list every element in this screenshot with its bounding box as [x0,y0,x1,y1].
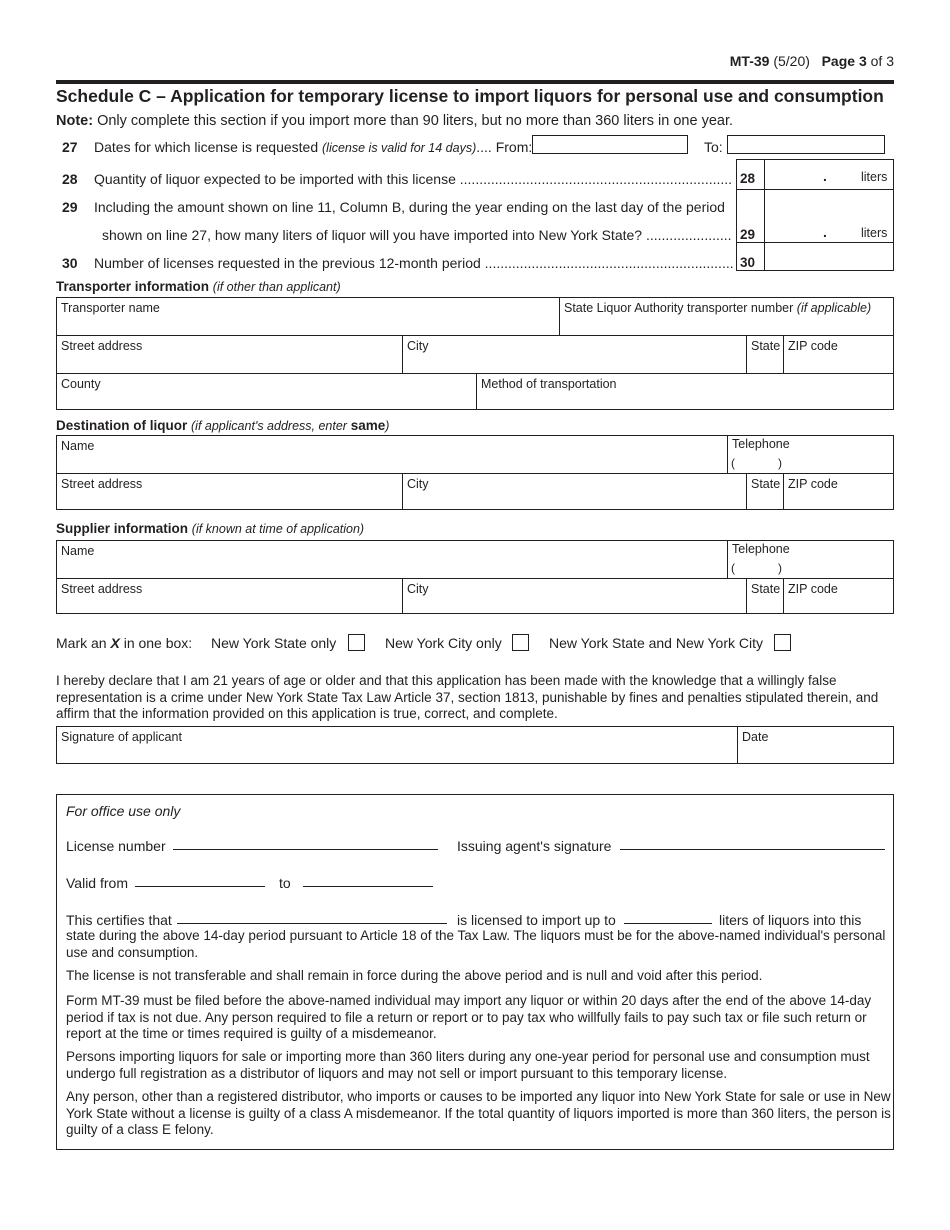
note-text: Only complete this section if you import more than 90 liters, but no more than 360 liters in one year. [97,113,733,129]
transport-method-field[interactable] [476,373,893,409]
destination-street-field[interactable] [57,473,402,509]
destination-street-label: Street address [61,477,143,491]
option-nyc-label: New York City only [385,635,502,651]
licensee-name-line[interactable] [177,923,447,924]
destination-same: same [350,418,386,433]
destination-state-field[interactable] [746,473,783,509]
destination-heading-text: Destination of liquor [56,418,188,433]
line-29-box-number: 29 [740,227,756,242]
supplier-street-label: Street address [61,582,143,596]
nys-and-nyc-checkbox[interactable] [774,634,791,651]
sla-number-label-italic: (if applicable) [796,301,872,315]
nyc-only-checkbox[interactable] [512,634,529,651]
mark-x: X [110,635,120,651]
destination-state-label: State [751,477,781,491]
supplier-area-code-close: ) [778,561,782,575]
license-number-label: License number [66,838,166,854]
line-29-unit: liters [861,226,888,240]
destination-area-code-close: ) [778,456,782,470]
transporter-county-field[interactable] [57,373,476,409]
penalty-text: Any person, other than a registered distributor, who imports or causes to be imported any liquor into New York State for sale or use in New York State without a license is guilty of a class A misdemeanor. If the total quantity of liquors imported is more than 360 liters, the person is guilty of a class E felony. [66,1089,891,1137]
sla-number-field[interactable] [559,298,893,335]
transporter-city-field[interactable] [402,335,746,373]
line-30-dots: ................................................................ [484,255,734,271]
line-30-text: Number of licenses requested in the previous 12-month period [94,255,481,271]
valid-to-line[interactable] [303,886,433,887]
line-27-italic: (license is valid for 14 days) [322,141,477,155]
destination-grid [56,435,894,510]
line-28-dots: ...................................................................... [459,171,733,187]
destination-zip-field[interactable] [783,473,893,509]
transporter-heading [56,279,341,294]
line-29-text-2: shown on line 27, how many liters of liquor will you have imported into New York State? [102,227,643,243]
license-number-line[interactable] [173,849,438,850]
liters-limit-line[interactable] [624,923,712,924]
certification-text: state during the above 14-day period pursuant to Article 18 of the Tax Law. The liquors must be for the above-named individual's personal use and consumption. [66,928,886,960]
not-transferable-text: The license is not transferable and shall remain in force during the above period and is null and void after this period. [66,968,763,983]
page-label: Page [821,53,856,69]
transporter-heading-sub: (if other than applicant) [212,280,341,294]
liters-into-label: liters of liquors into this [719,912,862,928]
transporter-grid [56,297,894,410]
date-label: Date [742,730,769,744]
declaration-text: I hereby declare that I am 21 years of age or older and that this application has been made with the knowledge that a willingly false representation is a crime under New York State Tax Law Article 37, section 1813, punishable by fines and penalties stipulated therein, and affirm that the information provided on this application is true, correct, and complete. [56,673,879,721]
line-30 [62,255,734,271]
line-27-from-label: From: [495,139,533,155]
applicant-signature-field[interactable] [57,727,737,763]
line-29-dots: ...................... [645,227,732,243]
transporter-name-label: Transporter name [61,301,160,315]
destination-heading [56,418,389,433]
valid-from-line[interactable] [135,886,265,887]
top-rule [56,80,894,84]
line-28-text: Quantity of liquor expected to be imported with this license [94,171,456,187]
supplier-name-field[interactable] [57,541,727,578]
line-30-box-number: 30 [740,255,756,270]
transporter-county-label: County [61,377,101,391]
supplier-zip-label: ZIP code [788,582,838,596]
note-label: Note: [56,113,94,129]
jurisdiction-choice [56,635,192,651]
agent-signature-line[interactable] [620,849,885,850]
page-number: 3 [858,53,867,69]
supplier-city-label: City [407,582,429,596]
line-28 [62,171,732,187]
form-id: MT-39 [729,53,770,69]
transporter-zip-label: ZIP code [788,339,838,353]
line-29-first [62,199,725,215]
line-28-number: 28 [62,171,78,187]
mark-lead-1: Mark an [56,635,107,651]
mark-lead-2: in one box: [123,635,193,651]
signature-grid [56,726,894,764]
signature-date-field[interactable] [737,727,893,763]
line-29-second [102,227,732,243]
registration-requirement-text: Persons importing liquors for sale or importing more than 360 liters during any one-year period for personal use and consumption must undergo full registration as a distributor of liquors and may not sell or import pursuant to this temporary license. [66,1049,870,1081]
supplier-name-label: Name [61,544,95,558]
licensed-import-label: is licensed to import up to [457,912,616,928]
transporter-heading-text: Transporter information [56,279,210,294]
page-title: Schedule C – Application for temporary license to import liquors for personal use and consumption [56,86,884,106]
supplier-zip-field[interactable] [783,578,893,613]
destination-sub-2: ) [385,419,390,433]
destination-zip-label: ZIP code [788,477,838,491]
supplier-city-field[interactable] [402,578,746,613]
valid-from-label: Valid from [66,875,128,891]
line-29-number: 29 [62,199,78,215]
to-date-field[interactable] [727,135,885,154]
note [56,113,733,129]
supplier-telephone-field[interactable] [727,541,893,578]
supplier-telephone-label: Telephone [732,542,790,556]
line-29-text-1: Including the amount shown on line 11, Column B, during the year ending on the last day of the period [94,199,725,215]
form-header [730,53,894,69]
page-of: of 3 [870,53,894,69]
line-27 [62,139,532,155]
supplier-heading [56,521,364,536]
destination-area-code-open: ( [731,456,735,470]
supplier-area-code-open: ( [731,561,735,575]
filing-requirement-text: Form MT-39 must be filed before the above-named individual may import any liquor or within 20 days after the end of the above 14-day period if tax is not due. Any person required to file a return or report or to pay tax who willfully fails to pay such tax or file such return or report at the time or times required is guilty of a misdemeanor. [66,993,872,1041]
supplier-state-field[interactable] [746,578,783,613]
transporter-state-label: State [751,339,781,353]
destination-telephone-label: Telephone [732,437,790,451]
office-heading: For office use only [66,803,181,819]
transporter-street-label: Street address [61,339,143,353]
supplier-grid [56,540,894,614]
transporter-state-field[interactable] [746,335,783,373]
line-30-amount-field[interactable] [765,243,893,270]
supplier-street-field[interactable] [57,578,402,613]
form-revision: (5/20) [773,53,810,69]
line-27-text: Dates for which license is requested [94,139,319,155]
transport-method-label: Method of transportation [481,377,617,391]
sla-number-label: State Liquor Authority transporter number [564,301,794,315]
supplier-state-label: State [751,582,781,596]
transporter-name-field[interactable] [57,298,559,335]
destination-city-field[interactable] [402,473,746,509]
signature-label: Signature of applicant [61,730,182,744]
destination-city-label: City [407,477,429,491]
line-28-unit: liters [861,170,888,184]
line-29-decimal: . [823,224,827,240]
line-28-decimal: . [823,168,827,184]
option-both-label: New York State and New York City [549,635,764,651]
nys-only-checkbox[interactable] [348,634,365,651]
supplier-heading-sub: (if known at time of application) [191,522,365,536]
destination-telephone-field[interactable] [727,436,893,473]
destination-name-field[interactable] [57,436,727,473]
transporter-zip-field[interactable] [783,335,893,373]
option-nys-label: New York State only [211,635,337,651]
supplier-heading-text: Supplier information [56,521,189,536]
from-date-field[interactable] [532,135,688,154]
destination-name-label: Name [61,439,95,453]
transporter-street-field[interactable] [57,335,402,373]
valid-to-label: to [279,875,291,891]
certifies-label: This certifies that [66,912,172,928]
destination-sub-1: (if applicant's address, enter [191,419,347,433]
agent-signature-label: Issuing agent's signature [457,838,612,854]
line-27-number: 27 [62,139,78,155]
line-27-to-label: To: [704,139,723,155]
transporter-city-label: City [407,339,429,353]
line-30-number: 30 [62,255,78,271]
line-27-dots: .... [476,139,492,155]
line-28-box-number: 28 [740,171,756,186]
office-use-box [56,794,894,1150]
